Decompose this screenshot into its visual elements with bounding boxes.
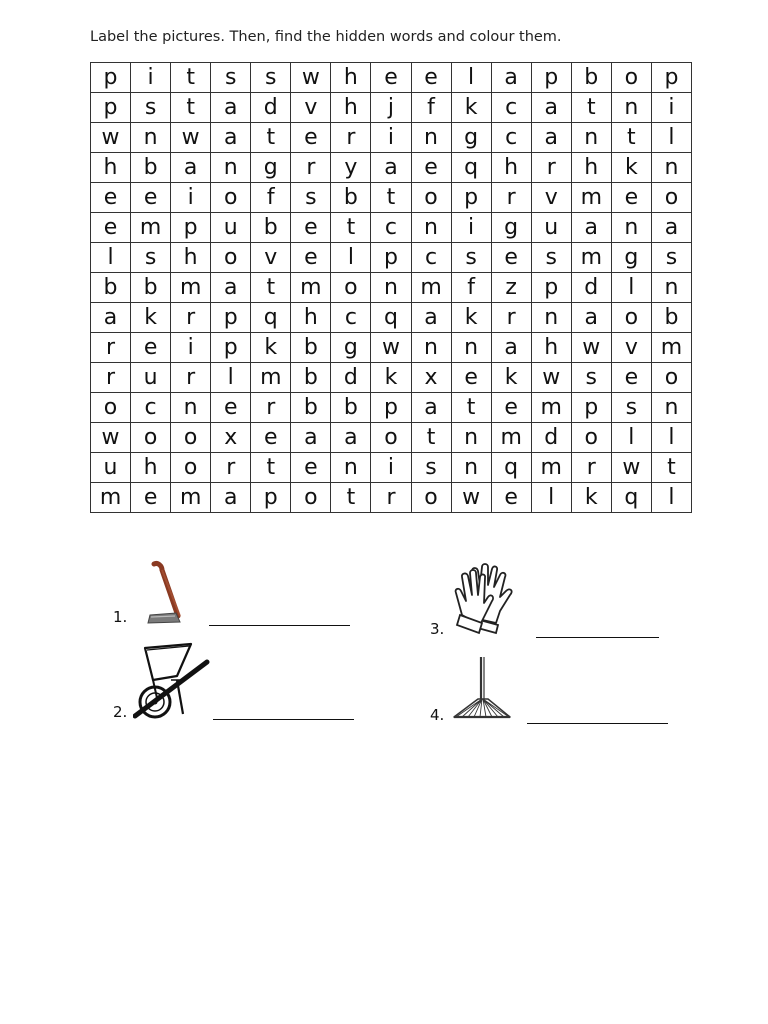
- grid-cell[interactable]: n: [651, 273, 691, 303]
- grid-cell[interactable]: w: [571, 333, 611, 363]
- grid-row: [91, 123, 692, 153]
- grid-cell[interactable]: a: [411, 303, 451, 333]
- grid-cell[interactable]: p: [251, 483, 291, 513]
- grid-cell[interactable]: e: [91, 183, 131, 213]
- grid-cell[interactable]: k: [451, 93, 491, 123]
- grid-cell[interactable]: q: [371, 303, 411, 333]
- gloves-icon: [448, 557, 528, 637]
- grid-cell[interactable]: u: [531, 213, 571, 243]
- grid-cell[interactable]: i: [371, 453, 411, 483]
- grid-cell[interactable]: k: [251, 333, 291, 363]
- grid-cell[interactable]: n: [651, 153, 691, 183]
- grid-cell[interactable]: t: [171, 63, 211, 93]
- grid-cell[interactable]: s: [451, 243, 491, 273]
- grid-cell[interactable]: v: [531, 183, 571, 213]
- grid-cell[interactable]: o: [171, 453, 211, 483]
- grid-cell[interactable]: o: [371, 423, 411, 453]
- grid-cell[interactable]: t: [451, 393, 491, 423]
- grid-cell[interactable]: p: [371, 393, 411, 423]
- grid-cell[interactable]: l: [611, 273, 651, 303]
- grid-cell[interactable]: c: [491, 93, 531, 123]
- grid-cell[interactable]: s: [411, 453, 451, 483]
- grid-cell[interactable]: t: [251, 453, 291, 483]
- grid-cell[interactable]: a: [291, 423, 331, 453]
- grid-row: [91, 63, 692, 93]
- grid-cell[interactable]: n: [411, 123, 451, 153]
- grid-cell[interactable]: r: [331, 123, 371, 153]
- instruction-text: Label the pictures. Then, find the hidden words and colour them.: [90, 29, 562, 45]
- grid-cell[interactable]: a: [211, 483, 251, 513]
- grid-cell[interactable]: s: [571, 363, 611, 393]
- item-2-number: 2.: [113, 703, 128, 721]
- item-1-number: 1.: [113, 608, 128, 626]
- grid-cell[interactable]: k: [491, 363, 531, 393]
- grid-cell[interactable]: o: [611, 63, 651, 93]
- grid-cell[interactable]: p: [571, 393, 611, 423]
- grid-cell[interactable]: h: [331, 63, 371, 93]
- grid-cell[interactable]: h: [331, 93, 371, 123]
- grid-cell[interactable]: m: [171, 483, 211, 513]
- grid-cell[interactable]: j: [371, 93, 411, 123]
- grid-cell[interactable]: p: [531, 273, 571, 303]
- grid-cell[interactable]: g: [451, 123, 491, 153]
- grid-row: [91, 243, 692, 273]
- grid-cell[interactable]: f: [411, 93, 451, 123]
- grid-cell[interactable]: l: [211, 363, 251, 393]
- grid-cell[interactable]: a: [411, 393, 451, 423]
- grid-cell[interactable]: e: [291, 213, 331, 243]
- grid-cell[interactable]: t: [411, 423, 451, 453]
- grid-cell[interactable]: e: [491, 243, 531, 273]
- grid-cell[interactable]: q: [451, 153, 491, 183]
- grid-cell[interactable]: s: [611, 393, 651, 423]
- grid-cell[interactable]: p: [371, 243, 411, 273]
- grid-cell[interactable]: n: [171, 393, 211, 423]
- grid-cell[interactable]: c: [131, 393, 171, 423]
- grid-cell[interactable]: m: [131, 213, 171, 243]
- grid-cell[interactable]: s: [251, 63, 291, 93]
- grid-cell[interactable]: r: [171, 303, 211, 333]
- grid-cell[interactable]: a: [211, 123, 251, 153]
- grid-cell[interactable]: b: [291, 363, 331, 393]
- grid-cell[interactable]: e: [291, 243, 331, 273]
- item-4-answer-line[interactable]: [527, 723, 668, 724]
- grid-cell[interactable]: n: [331, 453, 371, 483]
- grid-cell[interactable]: a: [531, 123, 571, 153]
- grid-cell[interactable]: h: [491, 153, 531, 183]
- grid-cell[interactable]: d: [531, 423, 571, 453]
- grid-cell[interactable]: e: [411, 153, 451, 183]
- grid-cell[interactable]: p: [211, 333, 251, 363]
- grid-cell[interactable]: l: [91, 243, 131, 273]
- grid-cell[interactable]: a: [211, 93, 251, 123]
- grid-cell[interactable]: h: [531, 333, 571, 363]
- item-3-answer-line[interactable]: [536, 637, 659, 638]
- grid-cell[interactable]: x: [411, 363, 451, 393]
- item-2-answer-line[interactable]: [213, 719, 354, 720]
- grid-cell[interactable]: r: [91, 333, 131, 363]
- grid-cell[interactable]: l: [651, 123, 691, 153]
- grid-row: [91, 363, 692, 393]
- grid-cell[interactable]: h: [171, 243, 211, 273]
- grid-cell[interactable]: r: [371, 483, 411, 513]
- grid-cell[interactable]: h: [291, 303, 331, 333]
- grid-cell[interactable]: u: [131, 363, 171, 393]
- grid-cell[interactable]: z: [491, 273, 531, 303]
- grid-row: [91, 93, 692, 123]
- grid-cell[interactable]: i: [371, 123, 411, 153]
- grid-cell[interactable]: b: [291, 333, 331, 363]
- grid-cell[interactable]: k: [131, 303, 171, 333]
- grid-cell[interactable]: g: [251, 153, 291, 183]
- grid-cell[interactable]: t: [251, 123, 291, 153]
- grid-cell[interactable]: l: [331, 243, 371, 273]
- grid-cell[interactable]: a: [531, 93, 571, 123]
- grid-cell[interactable]: k: [371, 363, 411, 393]
- grid-cell[interactable]: o: [331, 273, 371, 303]
- grid-cell[interactable]: p: [211, 303, 251, 333]
- grid-cell[interactable]: g: [491, 213, 531, 243]
- grid-cell[interactable]: n: [371, 273, 411, 303]
- grid-cell[interactable]: t: [611, 123, 651, 153]
- grid-cell[interactable]: a: [171, 153, 211, 183]
- grid-cell[interactable]: c: [331, 303, 371, 333]
- grid-cell[interactable]: u: [211, 213, 251, 243]
- grid-cell[interactable]: m: [531, 453, 571, 483]
- grid-cell[interactable]: o: [611, 303, 651, 333]
- grid-cell[interactable]: f: [451, 273, 491, 303]
- grid-cell[interactable]: q: [491, 453, 531, 483]
- grid-cell[interactable]: s: [531, 243, 571, 273]
- grid-cell[interactable]: m: [291, 273, 331, 303]
- grid-cell[interactable]: b: [251, 213, 291, 243]
- grid-cell[interactable]: e: [491, 393, 531, 423]
- grid-cell[interactable]: a: [571, 303, 611, 333]
- wheelbarrow-icon: [133, 640, 211, 722]
- grid-cell[interactable]: h: [131, 453, 171, 483]
- grid-cell[interactable]: w: [91, 423, 131, 453]
- grid-cell[interactable]: e: [131, 483, 171, 513]
- grid-cell[interactable]: p: [171, 213, 211, 243]
- grid-cell[interactable]: d: [251, 93, 291, 123]
- grid-cell[interactable]: t: [331, 483, 371, 513]
- grid-cell[interactable]: o: [411, 483, 451, 513]
- grid-cell[interactable]: p: [651, 63, 691, 93]
- grid-cell[interactable]: n: [411, 213, 451, 243]
- grid-cell[interactable]: e: [411, 63, 451, 93]
- grid-row: [91, 393, 692, 423]
- grid-cell[interactable]: r: [251, 393, 291, 423]
- grid-cell[interactable]: b: [131, 273, 171, 303]
- grid-row: [91, 453, 692, 483]
- grid-cell[interactable]: n: [211, 153, 251, 183]
- grid-cell[interactable]: o: [651, 363, 691, 393]
- grid-cell[interactable]: y: [331, 153, 371, 183]
- grid-cell[interactable]: e: [91, 213, 131, 243]
- grid-cell[interactable]: a: [491, 63, 531, 93]
- grid-cell[interactable]: e: [131, 333, 171, 363]
- grid-cell[interactable]: l: [651, 423, 691, 453]
- item-1-answer-line[interactable]: [209, 625, 350, 626]
- grid-cell[interactable]: b: [331, 393, 371, 423]
- grid-row: [91, 183, 692, 213]
- grid-row: [91, 423, 692, 453]
- grid-row: [91, 303, 692, 333]
- grid-cell[interactable]: e: [611, 183, 651, 213]
- grid-cell[interactable]: e: [371, 63, 411, 93]
- grid-cell[interactable]: o: [131, 423, 171, 453]
- grid-cell[interactable]: d: [331, 363, 371, 393]
- grid-cell[interactable]: l: [651, 483, 691, 513]
- grid-cell[interactable]: w: [291, 63, 331, 93]
- grid-cell[interactable]: a: [651, 213, 691, 243]
- grid-cell[interactable]: e: [491, 483, 531, 513]
- grid-cell[interactable]: m: [251, 363, 291, 393]
- grid-cell[interactable]: v: [291, 93, 331, 123]
- grid-cell[interactable]: w: [371, 333, 411, 363]
- grid-cell[interactable]: a: [331, 423, 371, 453]
- grid-cell[interactable]: o: [211, 243, 251, 273]
- grid-cell[interactable]: s: [651, 243, 691, 273]
- grid-cell[interactable]: b: [91, 273, 131, 303]
- grid-cell[interactable]: m: [91, 483, 131, 513]
- grid-cell[interactable]: e: [251, 423, 291, 453]
- grid-cell[interactable]: m: [171, 273, 211, 303]
- grid-cell[interactable]: m: [571, 183, 611, 213]
- grid-cell[interactable]: a: [491, 333, 531, 363]
- grid-cell[interactable]: r: [491, 183, 531, 213]
- grid-cell[interactable]: w: [91, 123, 131, 153]
- grid-cell[interactable]: t: [251, 273, 291, 303]
- grid-cell[interactable]: u: [91, 453, 131, 483]
- grid-cell[interactable]: p: [531, 63, 571, 93]
- grid-cell[interactable]: c: [371, 213, 411, 243]
- grid-cell[interactable]: e: [611, 363, 651, 393]
- grid-row: [91, 153, 692, 183]
- grid-cell[interactable]: t: [331, 213, 371, 243]
- grid-cell[interactable]: s: [131, 93, 171, 123]
- grid-cell[interactable]: k: [451, 303, 491, 333]
- grid-cell[interactable]: m: [571, 243, 611, 273]
- grid-cell[interactable]: d: [571, 273, 611, 303]
- grid-cell[interactable]: e: [451, 363, 491, 393]
- grid-cell[interactable]: a: [211, 273, 251, 303]
- grid-cell[interactable]: b: [651, 303, 691, 333]
- grid-cell[interactable]: v: [251, 243, 291, 273]
- grid-cell[interactable]: o: [91, 393, 131, 423]
- grid-cell[interactable]: o: [211, 183, 251, 213]
- grid-cell[interactable]: a: [371, 153, 411, 183]
- grid-row: [91, 213, 692, 243]
- grid-cell[interactable]: r: [571, 453, 611, 483]
- grid-cell[interactable]: g: [331, 333, 371, 363]
- grid-cell[interactable]: n: [571, 123, 611, 153]
- grid-cell[interactable]: n: [611, 93, 651, 123]
- grid-cell[interactable]: m: [531, 393, 571, 423]
- item-3-number: 3.: [430, 620, 445, 638]
- grid-cell[interactable]: o: [291, 483, 331, 513]
- grid-cell[interactable]: p: [451, 183, 491, 213]
- grid-cell[interactable]: o: [651, 183, 691, 213]
- grid-cell[interactable]: n: [531, 303, 571, 333]
- grid-cell[interactable]: t: [371, 183, 411, 213]
- grid-cell[interactable]: n: [131, 123, 171, 153]
- grid-cell[interactable]: l: [451, 63, 491, 93]
- grid-cell[interactable]: n: [451, 333, 491, 363]
- grid-cell[interactable]: i: [651, 93, 691, 123]
- grid-cell[interactable]: s: [131, 243, 171, 273]
- grid-cell[interactable]: o: [171, 423, 211, 453]
- grid-cell[interactable]: k: [571, 483, 611, 513]
- grid-cell[interactable]: i: [451, 213, 491, 243]
- grid-cell[interactable]: n: [451, 423, 491, 453]
- grid-cell[interactable]: r: [291, 153, 331, 183]
- grid-cell[interactable]: i: [131, 63, 171, 93]
- grid-cell[interactable]: s: [291, 183, 331, 213]
- grid-cell[interactable]: w: [451, 483, 491, 513]
- grid-cell[interactable]: r: [211, 453, 251, 483]
- grid-cell[interactable]: l: [611, 423, 651, 453]
- grid-cell[interactable]: f: [251, 183, 291, 213]
- grid-cell[interactable]: v: [611, 333, 651, 363]
- grid-cell[interactable]: t: [171, 93, 211, 123]
- grid-cell[interactable]: r: [171, 363, 211, 393]
- grid-cell[interactable]: q: [251, 303, 291, 333]
- grid-cell[interactable]: h: [571, 153, 611, 183]
- grid-cell[interactable]: t: [651, 453, 691, 483]
- grid-cell[interactable]: r: [491, 303, 531, 333]
- grid-cell[interactable]: w: [611, 453, 651, 483]
- grid-cell[interactable]: b: [331, 183, 371, 213]
- grid-cell[interactable]: b: [131, 153, 171, 183]
- grid-cell[interactable]: t: [571, 93, 611, 123]
- grid-cell[interactable]: o: [411, 183, 451, 213]
- rake-icon: [452, 655, 514, 723]
- hoe-icon: [140, 560, 188, 626]
- item-4-number: 4.: [430, 706, 445, 724]
- grid-row: [91, 273, 692, 303]
- grid-cell[interactable]: m: [651, 333, 691, 363]
- grid-cell[interactable]: n: [651, 393, 691, 423]
- grid-cell[interactable]: c: [411, 243, 451, 273]
- grid-cell[interactable]: n: [611, 213, 651, 243]
- grid-cell[interactable]: r: [531, 153, 571, 183]
- grid-cell[interactable]: l: [531, 483, 571, 513]
- grid-cell[interactable]: s: [211, 63, 251, 93]
- grid-cell[interactable]: o: [571, 423, 611, 453]
- grid-cell[interactable]: r: [91, 363, 131, 393]
- grid-cell[interactable]: m: [411, 273, 451, 303]
- word-search-grid: [90, 62, 692, 513]
- grid-cell[interactable]: b: [291, 393, 331, 423]
- grid-cell[interactable]: e: [291, 453, 331, 483]
- grid-cell[interactable]: c: [491, 123, 531, 153]
- grid-cell[interactable]: b: [571, 63, 611, 93]
- grid-cell[interactable]: h: [91, 153, 131, 183]
- grid-cell[interactable]: p: [91, 93, 131, 123]
- grid-cell[interactable]: p: [91, 63, 131, 93]
- grid-cell[interactable]: g: [611, 243, 651, 273]
- grid-row: [91, 483, 692, 513]
- grid-row: [91, 333, 692, 363]
- grid-cell[interactable]: e: [131, 183, 171, 213]
- grid-cell[interactable]: n: [411, 333, 451, 363]
- grid-cell[interactable]: e: [211, 393, 251, 423]
- grid-cell[interactable]: i: [171, 183, 211, 213]
- grid-cell[interactable]: w: [171, 123, 211, 153]
- grid-cell[interactable]: q: [611, 483, 651, 513]
- grid-cell[interactable]: i: [171, 333, 211, 363]
- grid-cell[interactable]: k: [611, 153, 651, 183]
- grid-cell[interactable]: m: [491, 423, 531, 453]
- grid-cell[interactable]: n: [451, 453, 491, 483]
- grid-cell[interactable]: x: [211, 423, 251, 453]
- grid-cell[interactable]: a: [571, 213, 611, 243]
- grid-cell[interactable]: w: [531, 363, 571, 393]
- grid-cell[interactable]: e: [291, 123, 331, 153]
- grid-cell[interactable]: a: [91, 303, 131, 333]
